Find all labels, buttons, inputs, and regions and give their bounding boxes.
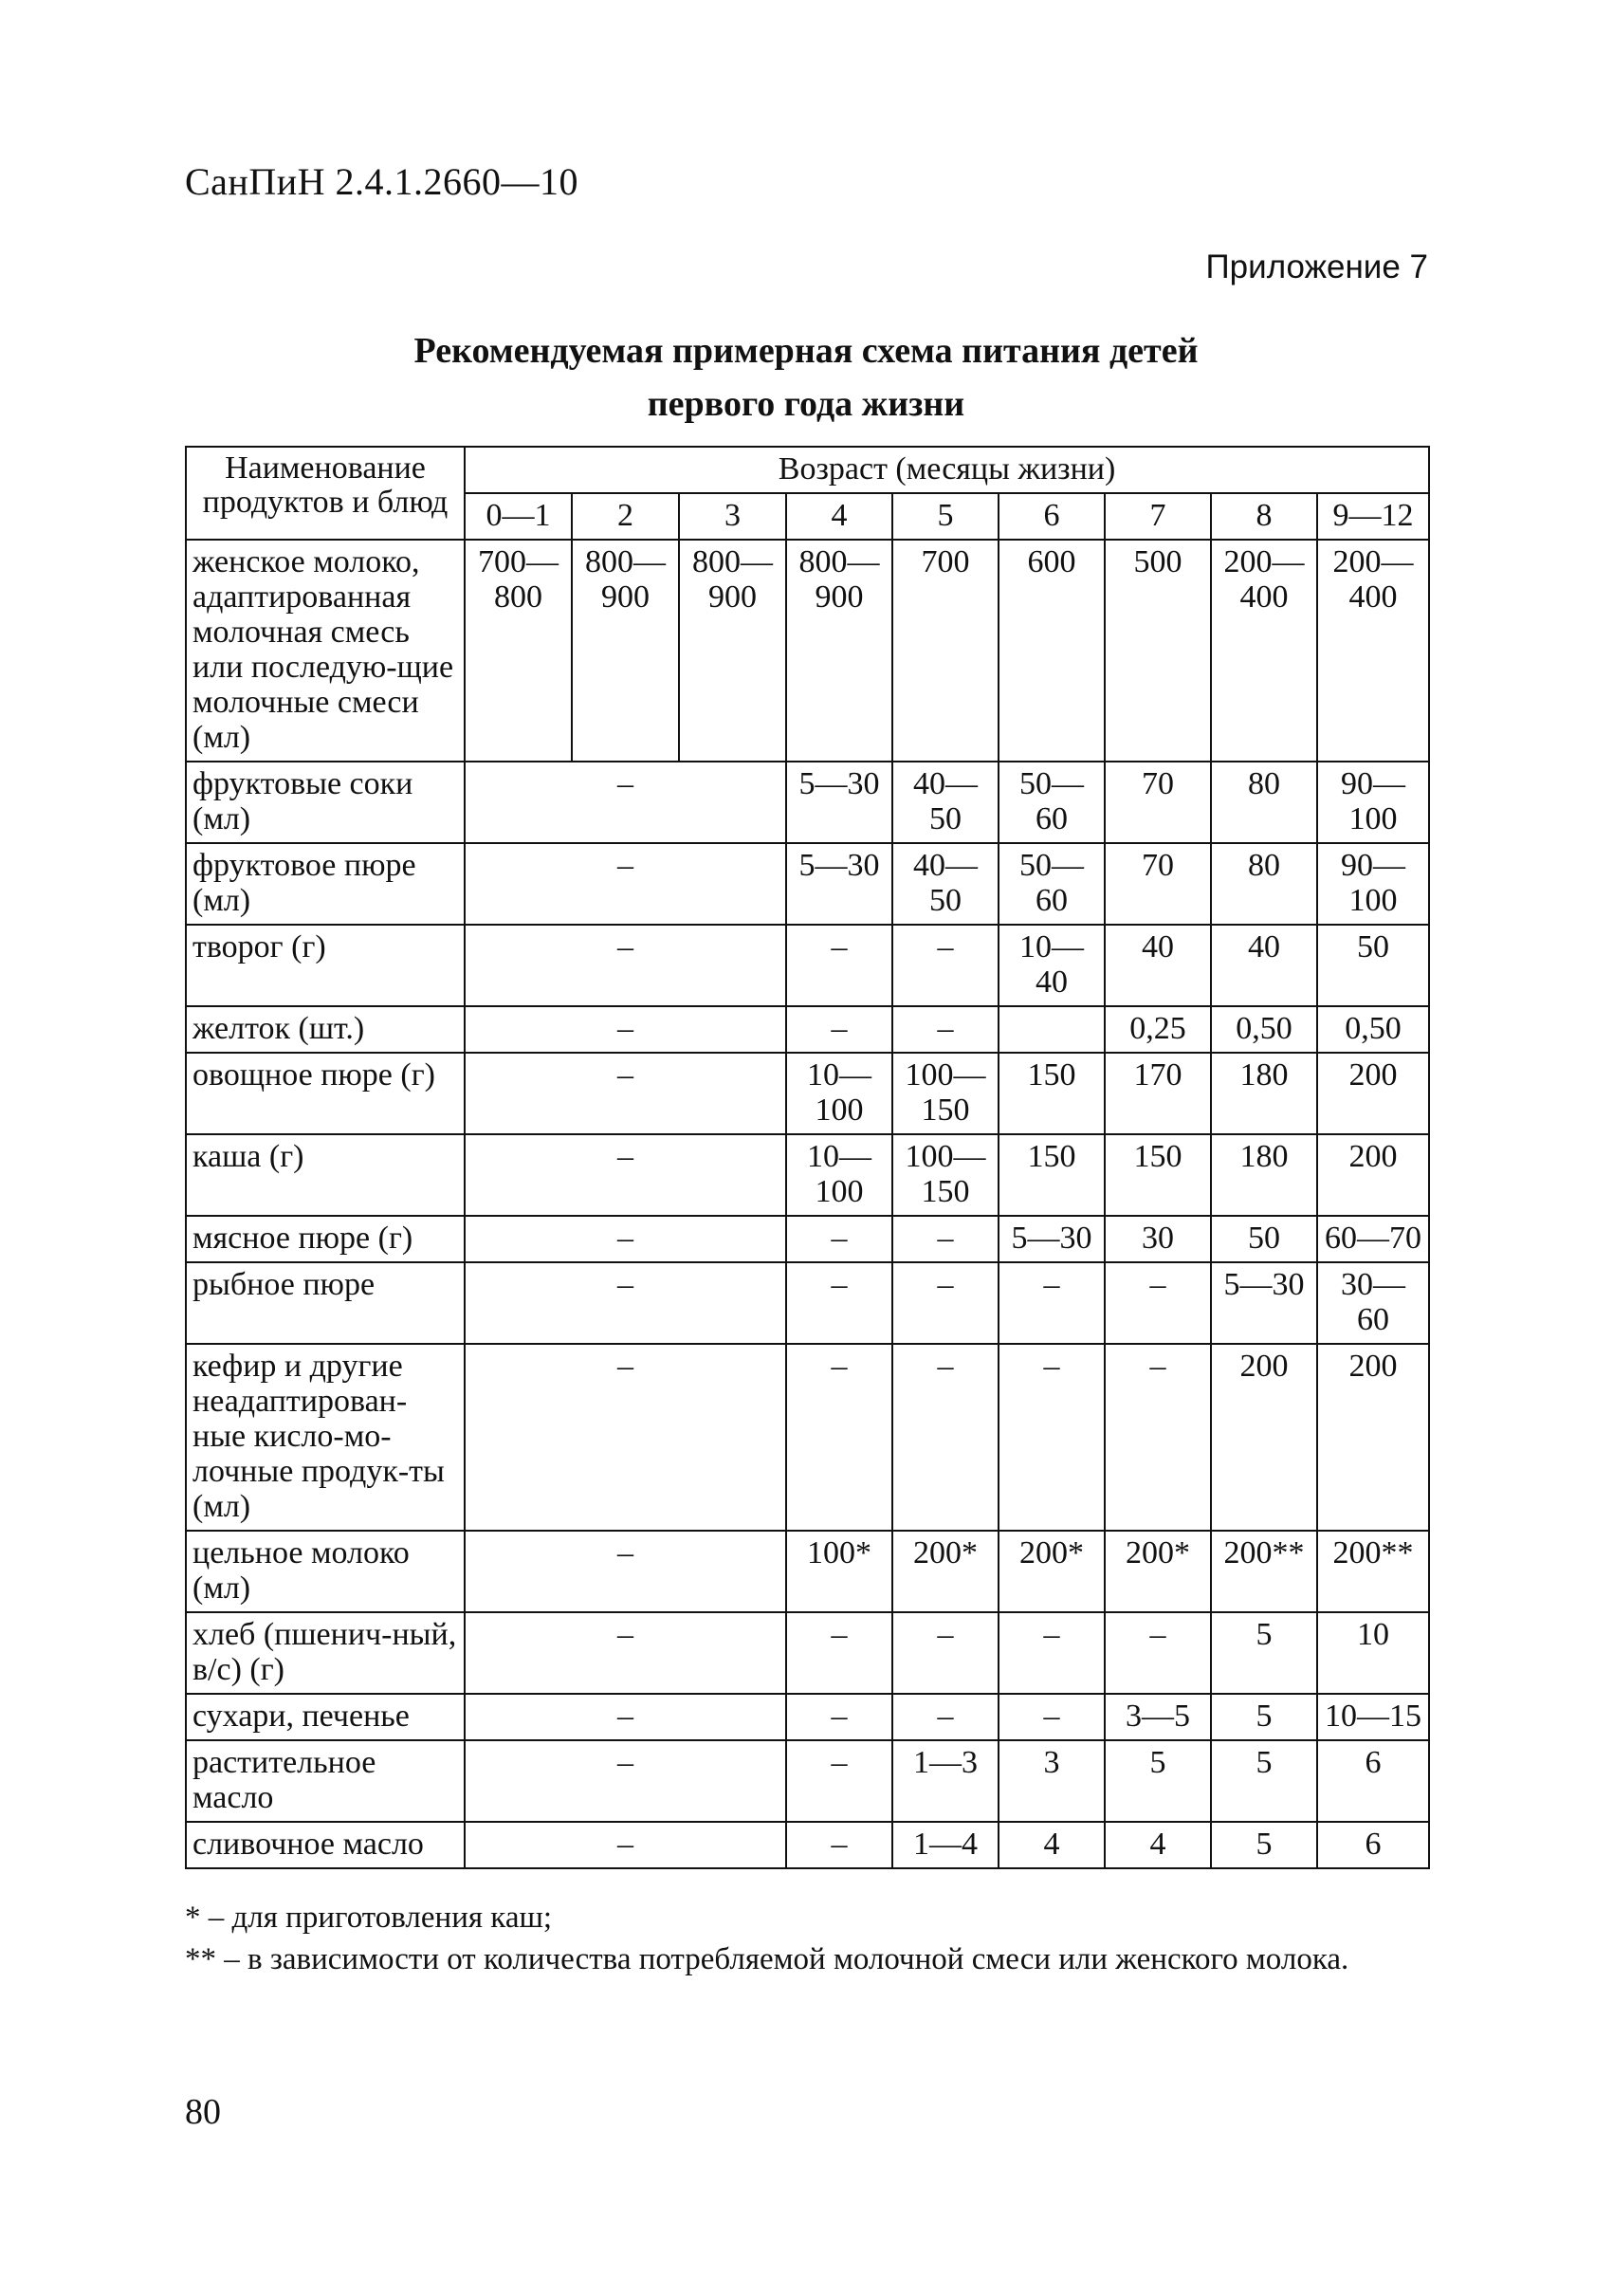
value-cell: 200— 400: [1211, 540, 1317, 762]
footnote-double-star: ** – в зависимости от количества потребляемой молочной смеси или женского молока.: [185, 1942, 1349, 1976]
product-name: творог (г): [186, 925, 465, 1006]
value-cell-span: –: [465, 925, 786, 1006]
value-cell: 200: [1317, 1134, 1429, 1216]
product-name: мясное пюре (г): [186, 1216, 465, 1262]
value-cell: –: [786, 1344, 892, 1531]
value-cell: 100— 150: [892, 1134, 999, 1216]
value-cell: 200*: [999, 1531, 1105, 1612]
value-cell: 180: [1211, 1134, 1317, 1216]
table-row: [186, 843, 1429, 925]
value-cell: 150: [1105, 1134, 1211, 1216]
value-cell: 40: [1211, 925, 1317, 1006]
table-row: [186, 1612, 1429, 1694]
value-cell: 600: [999, 540, 1105, 762]
value-cell: 800— 900: [572, 540, 679, 762]
value-cell-span: –: [465, 1344, 786, 1531]
value-cell: 10— 100: [786, 1134, 892, 1216]
value-cell: –: [786, 1216, 892, 1262]
table-title: [185, 324, 1427, 431]
table-row: [186, 1006, 1429, 1053]
table-row: [186, 1344, 1429, 1531]
value-cell: 5: [1211, 1612, 1317, 1694]
value-cell: 70: [1105, 762, 1211, 843]
value-cell: 70: [1105, 843, 1211, 925]
value-cell-span: –: [465, 1006, 786, 1053]
table-row: [186, 1694, 1429, 1740]
value-cell: 10— 100: [786, 1053, 892, 1134]
value-cell: 40— 50: [892, 843, 999, 925]
product-name: сухари, печенье: [186, 1694, 465, 1740]
value-cell: –: [1105, 1612, 1211, 1694]
value-cell: 5—30: [999, 1216, 1105, 1262]
value-cell-span: –: [465, 1262, 786, 1344]
value-cell: 150: [999, 1053, 1105, 1134]
value-cell: 10—15: [1317, 1694, 1429, 1740]
value-cell: –: [999, 1344, 1105, 1531]
product-name: хлеб (пшенич-ный, в/с) (г): [186, 1612, 465, 1694]
table-row: [186, 1134, 1429, 1216]
product-name: кефир и другие неадаптирован-ные кисло-мо-лочные продук-ты (мл): [186, 1344, 465, 1531]
table-row: [186, 540, 1429, 762]
value-cell: 1—3: [892, 1740, 999, 1822]
value-cell: 50: [1211, 1216, 1317, 1262]
value-cell: –: [786, 1262, 892, 1344]
value-cell-span: –: [465, 1612, 786, 1694]
value-cell: –: [786, 1006, 892, 1053]
product-name: сливочное масло: [186, 1822, 465, 1868]
age-col: 3: [679, 493, 786, 540]
value-cell: –: [999, 1262, 1105, 1344]
value-cell: 200*: [892, 1531, 999, 1612]
value-cell: 100— 150: [892, 1053, 999, 1134]
value-cell-span: –: [465, 843, 786, 925]
value-cell: –: [892, 1006, 999, 1053]
value-cell: 100*: [786, 1531, 892, 1612]
value-cell: –: [892, 1694, 999, 1740]
value-cell: 5—30: [786, 843, 892, 925]
table-row: [186, 1216, 1429, 1262]
value-cell: 5—30: [786, 762, 892, 843]
value-cell: 200: [1317, 1053, 1429, 1134]
table-row: [186, 925, 1429, 1006]
product-name: цельное молоко (мл): [186, 1531, 465, 1612]
table-row: [186, 1740, 1429, 1822]
value-cell-span: –: [465, 1053, 786, 1134]
value-cell: 50— 60: [999, 843, 1105, 925]
value-cell: –: [892, 1216, 999, 1262]
value-cell: –: [999, 1612, 1105, 1694]
value-cell: 50— 60: [999, 762, 1105, 843]
age-col: 7: [1105, 493, 1211, 540]
value-cell-span: –: [465, 1822, 786, 1868]
age-col: 9—12: [1317, 493, 1429, 540]
age-col: 6: [999, 493, 1105, 540]
value-cell-span: –: [465, 1694, 786, 1740]
value-cell: 200: [1211, 1344, 1317, 1531]
title-line-2: первого года жизни: [647, 384, 965, 424]
value-cell: 40: [1105, 925, 1211, 1006]
product-name-header: Наименование продуктов и блюд: [186, 447, 465, 540]
value-cell: 90— 100: [1317, 843, 1429, 925]
value-cell-span: –: [465, 1740, 786, 1822]
value-cell: –: [892, 925, 999, 1006]
product-name: фруктовое пюре (мл): [186, 843, 465, 925]
value-cell: 50: [1317, 925, 1429, 1006]
page-number: 80: [185, 2092, 221, 2132]
value-cell: 800— 900: [679, 540, 786, 762]
value-cell: 200**: [1211, 1531, 1317, 1612]
age-col: 0—1: [465, 493, 572, 540]
value-cell: 200: [1317, 1344, 1429, 1531]
value-cell-span: –: [465, 1216, 786, 1262]
value-cell: 40— 50: [892, 762, 999, 843]
appendix-label: Приложение 7: [1205, 248, 1428, 285]
value-cell: –: [892, 1612, 999, 1694]
product-name: фруктовые соки (мл): [186, 762, 465, 843]
value-cell: 4: [999, 1822, 1105, 1868]
value-cell: 6: [1317, 1740, 1429, 1822]
value-cell: 10: [1317, 1612, 1429, 1694]
value-cell: –: [786, 1694, 892, 1740]
value-cell: 80: [1211, 843, 1317, 925]
value-cell-span: –: [465, 1134, 786, 1216]
product-name: рыбное пюре: [186, 1262, 465, 1344]
age-col: 2: [572, 493, 679, 540]
footnote-single-star: * – для приготовления каш;: [185, 1901, 553, 1935]
value-cell: 5: [1105, 1740, 1211, 1822]
value-cell: 800— 900: [786, 540, 892, 762]
value-cell: 0,50: [1211, 1006, 1317, 1053]
table-row: [186, 762, 1429, 843]
value-cell: 90— 100: [1317, 762, 1429, 843]
title-line-1: Рекомендуемая примерная схема питания детей: [413, 331, 1199, 371]
value-cell: 6: [1317, 1822, 1429, 1868]
value-cell: 200**: [1317, 1531, 1429, 1612]
value-cell: 700— 800: [465, 540, 572, 762]
value-cell: 60—70: [1317, 1216, 1429, 1262]
value-cell: 80: [1211, 762, 1317, 843]
header-row: [186, 447, 1429, 493]
value-cell-span: –: [465, 762, 786, 843]
value-cell: 150: [999, 1134, 1105, 1216]
value-cell: 170: [1105, 1053, 1211, 1134]
value-cell: 5: [1211, 1694, 1317, 1740]
value-cell: 4: [1105, 1822, 1211, 1868]
value-cell: 0,50: [1317, 1006, 1429, 1053]
value-cell: 0,25: [1105, 1006, 1211, 1053]
value-cell: 200*: [1105, 1531, 1211, 1612]
product-name: желток (шт.): [186, 1006, 465, 1053]
value-cell: 500: [1105, 540, 1211, 762]
product-name: овощное пюре (г): [186, 1053, 465, 1134]
value-cell: 1—4: [892, 1822, 999, 1868]
footnotes: [185, 1897, 1428, 1980]
value-cell: –: [786, 925, 892, 1006]
product-name: каша (г): [186, 1134, 465, 1216]
value-cell-span: –: [465, 1531, 786, 1612]
value-cell: [999, 1006, 1105, 1053]
value-cell: 5: [1211, 1740, 1317, 1822]
value-cell: –: [892, 1262, 999, 1344]
value-cell: 200— 400: [1317, 540, 1429, 762]
product-name: растительное масло: [186, 1740, 465, 1822]
age-col: 5: [892, 493, 999, 540]
value-cell: –: [999, 1694, 1105, 1740]
value-cell: 30— 60: [1317, 1262, 1429, 1344]
value-cell: 700: [892, 540, 999, 762]
table-row: [186, 1822, 1429, 1868]
value-cell: –: [786, 1612, 892, 1694]
product-name: женское молоко, адаптированная молочная смесь или последую-щие молочные смеси (мл): [186, 540, 465, 762]
value-cell: –: [1105, 1344, 1211, 1531]
age-col: 4: [786, 493, 892, 540]
value-cell: 5—30: [1211, 1262, 1317, 1344]
value-cell: –: [1105, 1262, 1211, 1344]
table-row: [186, 1262, 1429, 1344]
feeding-schedule-table: [185, 446, 1430, 1869]
value-cell: –: [786, 1822, 892, 1868]
age-col: 8: [1211, 493, 1317, 540]
value-cell: 3: [999, 1740, 1105, 1822]
value-cell: –: [892, 1344, 999, 1531]
document-code: СанПиН 2.4.1.2660—10: [185, 160, 579, 203]
value-cell: –: [786, 1740, 892, 1822]
age-header: Возраст (месяцы жизни): [465, 447, 1429, 493]
value-cell: 180: [1211, 1053, 1317, 1134]
value-cell: 5: [1211, 1822, 1317, 1868]
value-cell: 10—40: [999, 925, 1105, 1006]
table-row: [186, 1053, 1429, 1134]
table-row: [186, 1531, 1429, 1612]
value-cell: 3—5: [1105, 1694, 1211, 1740]
value-cell: 30: [1105, 1216, 1211, 1262]
